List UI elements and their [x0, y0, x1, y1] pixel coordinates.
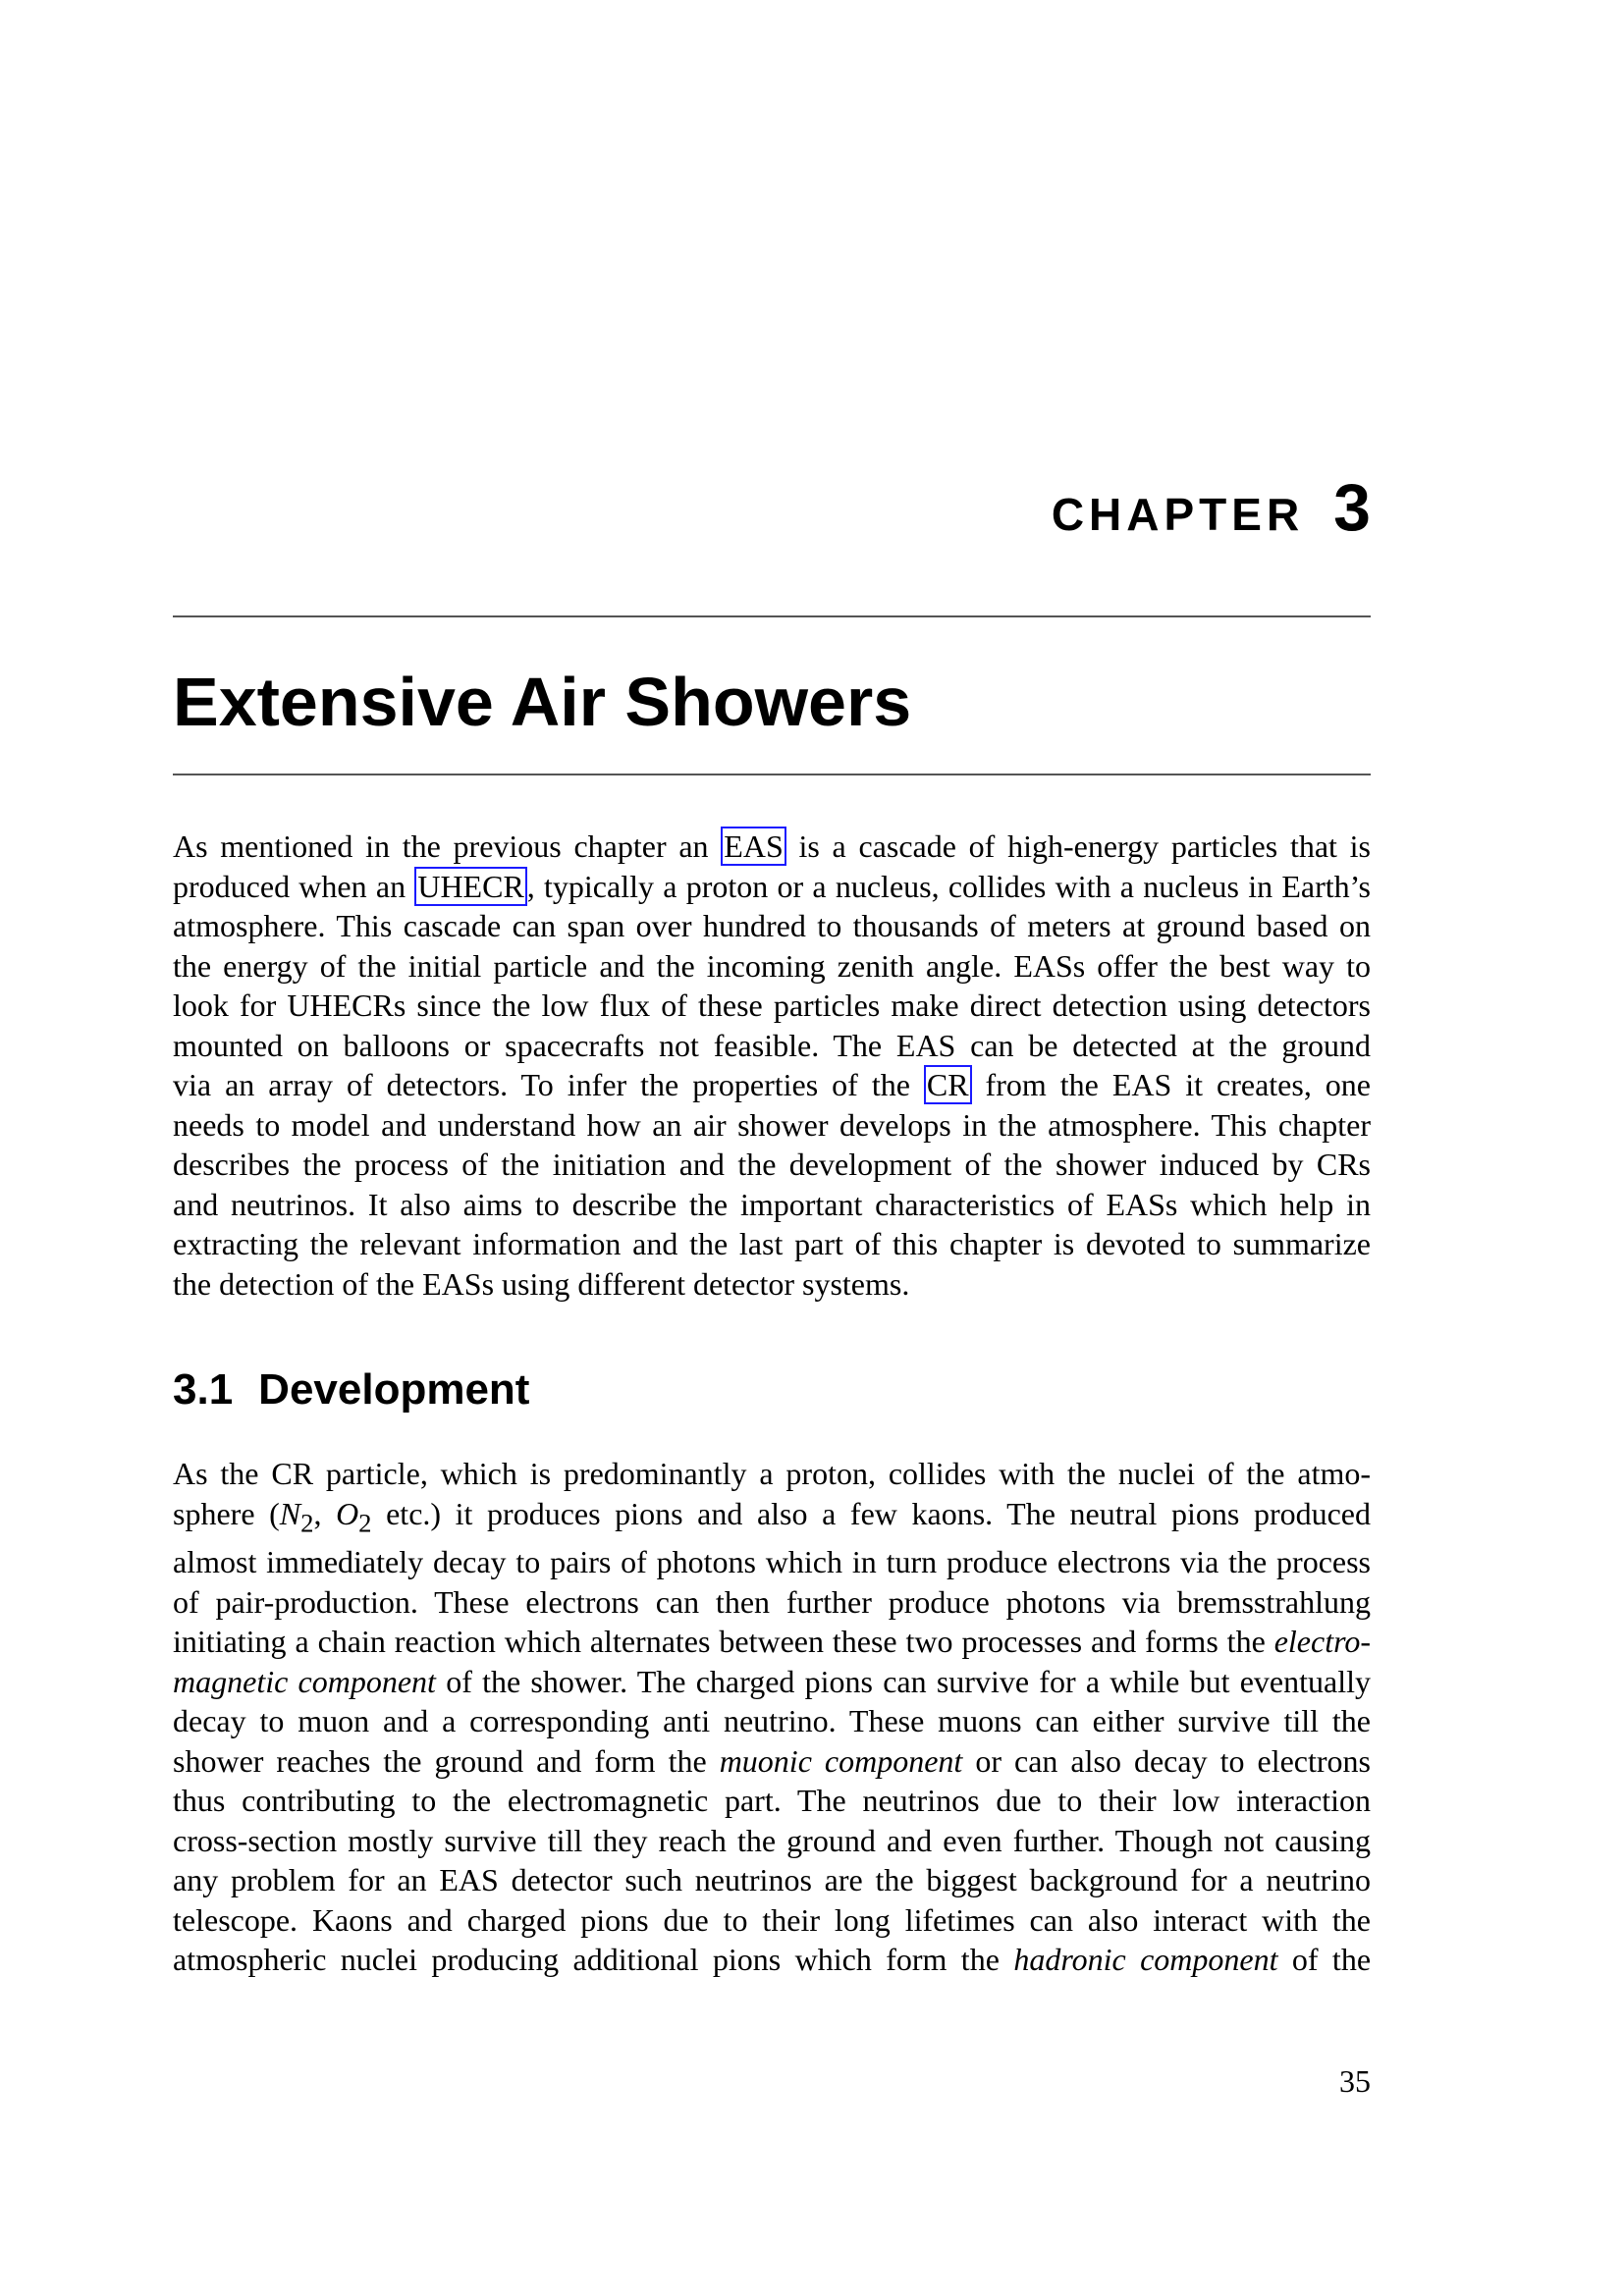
acronym-link-uhecr[interactable]: UHECR [414, 867, 526, 906]
section-heading [173, 1365, 530, 1414]
top-rule [173, 615, 1371, 617]
text-line: As the CR particle, which is predominantly a proton, collides with the nuclei of the atmo- [173, 1456, 1371, 1491]
intro-paragraph [173, 827, 1371, 1304]
text-line: thus contributing to the electromagnetic part. The neutrinos due to their low interaction [173, 1783, 1371, 1819]
chapter-heading [1052, 469, 1371, 546]
text-line: via an array of detectors. To infer the properties of the CR from the EAS it creates, one [173, 1067, 1372, 1102]
text-line: look for UHECRs since the low flux of these particles make direct detection using detectors [173, 988, 1371, 1023]
text-line: decay to muon and a corresponding anti neutrino. These muons can either survive till the [173, 1703, 1371, 1739]
page-number: 35 [1339, 2063, 1371, 2099]
bottom-rule [173, 774, 1371, 775]
text-line: atmospheric nuclei producing additional pions which form the hadronic component of the [173, 1942, 1372, 1978]
chapter-title: Extensive Air Showers [173, 664, 912, 740]
section-title: Development [258, 1365, 530, 1414]
acronym-link-cr[interactable]: CR [924, 1065, 972, 1104]
acronym-link-eas[interactable]: EAS [721, 827, 785, 866]
chapter-label: CHAPTER [1051, 489, 1305, 540]
development-paragraph [173, 1454, 1371, 1980]
text-line: needs to model and understand how an air shower develops in the atmosphere. This chapter [173, 1106, 1371, 1143]
emphasis-term: hadronic component [1013, 1942, 1278, 1978]
emphasis-term: magnetic component [173, 1663, 436, 1699]
text-line: any problem for an EAS detector such neutrinos are the biggest background for a neutrino [173, 1862, 1371, 1898]
text-line: extracting the relevant information and the last part of this chapter is devoted to summarize [173, 1226, 1371, 1261]
text-line: atmosphere. This cascade can span over hundred to thousands of meters at ground based on [173, 908, 1371, 943]
text-line: mounted on balloons or spacecrafts not feasible. The EAS can be detected at the ground [173, 1027, 1371, 1063]
chapter-number: 3 [1333, 470, 1371, 545]
text-line: As mentioned in the previous chapter an EAS is a cascade of high-energy particles that is [173, 828, 1372, 864]
text-line: the detection of the EASs using different detector systems. [173, 1265, 910, 1302]
text-line: shower reaches the ground and form the muonic component or can also decay to electrons [173, 1742, 1372, 1779]
text-line: produced when an UHECR, typically a proton or a nucleus, collides with a nucleus in Earth’s [173, 868, 1372, 904]
text-line: cross-section mostly survive till they reach the ground and even further. Though not causing [173, 1822, 1371, 1858]
text-line: the energy of the initial particle and the incoming zenith angle. EASs offer the best way to [173, 947, 1371, 984]
section-number: 3.1 [173, 1365, 234, 1414]
formula-n: N [279, 1495, 301, 1531]
text-line: magnetic component of the shower. The charged pions can survive for a while but eventually [173, 1663, 1372, 1699]
text-line: and neutrinos. It also aims to describe the important characteristics of EASs which help in [173, 1186, 1371, 1222]
text-line: initiating a chain reaction which alternates between these two processes and forms the electro- [173, 1624, 1371, 1660]
formula-o: O [336, 1495, 359, 1531]
text-line: sphere ($N_2$, $O_2$ etc.) it produces pions and also a few kaons. The neutral pions produced [173, 1495, 1372, 1537]
text-line: telescope. Kaons and charged pions due to their long lifetimes can also interact with the [173, 1901, 1371, 1938]
emphasis-term: electro- [1273, 1624, 1371, 1660]
text-line: almost immediately decay to pairs of photons which in turn produce electrons via the process [173, 1544, 1371, 1580]
emphasis-term: muonic component [719, 1742, 963, 1779]
text-line: of pair-production. These electrons can then further produce photons via bremsstrahlung [173, 1583, 1371, 1620]
text-line: describes the process of the initiation and the development of the shower induced by CRs [173, 1147, 1371, 1182]
